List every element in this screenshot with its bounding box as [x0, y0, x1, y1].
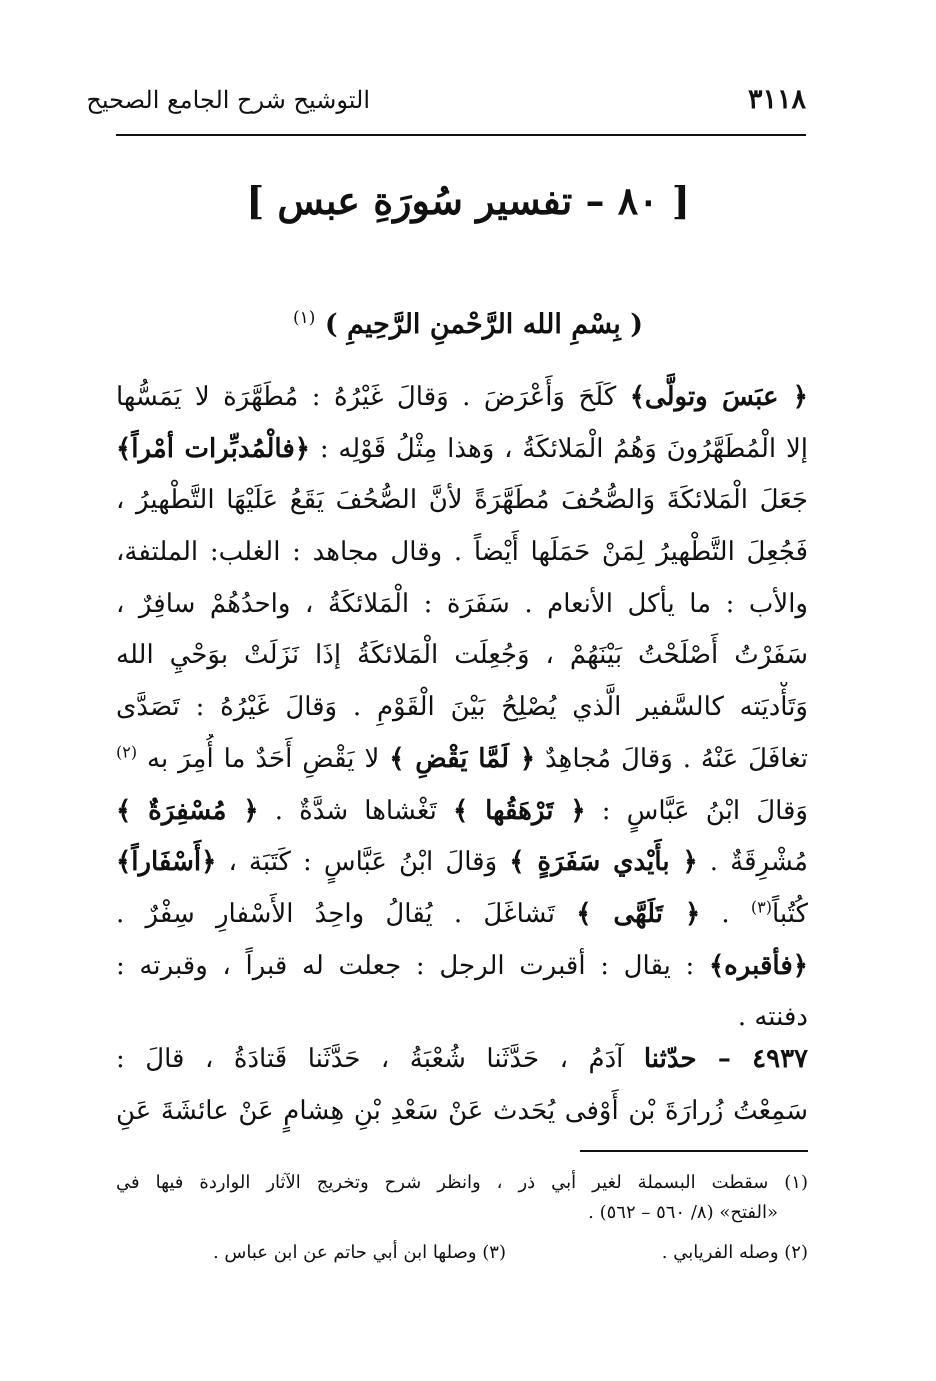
hadith-intro: – حدّثنا — [643, 1044, 753, 1074]
quran-quote: ﴿فأقبره﴾ — [708, 950, 808, 981]
text-line-12 — [116, 941, 808, 993]
text-segment: والأب : ما يأكل الأنعام . سَفَرَة : الْمَلائكَةُ ، واحدُهُمْ سافِرٌ ، — [116, 588, 808, 619]
hadith-line-2 — [116, 1086, 808, 1138]
text-segment: وَقالَ ابْنُ عَبَّاسٍ : — [585, 795, 808, 826]
text-line-4 — [116, 527, 808, 579]
footnote-row — [116, 1236, 808, 1270]
footnote-3: (٣) وصلها ابن أبي حاتم عن ابن عباس . — [212, 1242, 506, 1263]
text-segment: سَفَرْتُ أَصْلَحْتُ بَيْنَهُمْ ، وَجُعِلَت الْمَلائكَةُ إذَا نَزَلَتْ بوَحْيِ الله — [116, 640, 808, 671]
hadith-block — [116, 1034, 808, 1137]
footnote-ref-2: (٢) — [116, 742, 138, 762]
text-line-8 — [116, 734, 808, 786]
text-segment: كَلَحَ وَأَعْرَضَ . وَقالَ غَيْرُهُ : مُطَهَّرَة لا يَمَسُّها — [116, 382, 630, 412]
text-line-5 — [116, 579, 808, 631]
text-segment: وَتَأْديَته كالسَّفير الَّذي يُصْلِحُ بَيْنَ الْقَوْمِ . وَقالَ غَيْرُهُ : تَصَدَّى — [116, 692, 808, 723]
footnote-separator — [580, 1150, 808, 1152]
text-segment: فَجُعِلَ التَّطْهيرُ لِمَنْ حَمَلَها أَيْضاً . وقال مجاهد : الغلب: الملتفة، — [116, 537, 808, 568]
text-segment: تغافَلَ عَنْهُ . وَقالَ مُجاهِدٌ — [535, 743, 808, 774]
text-line-1 — [116, 372, 808, 424]
quran-quote: ﴿ عبَسَ وتولَّى﴾ — [629, 382, 808, 412]
text-segment: وَقالَ ابْنُ عَبَّاسٍ : كَتَبَة ، — [216, 847, 510, 878]
page-header — [86, 82, 806, 136]
quran-quote: ﴿أَسْفَاراً﴾ — [116, 847, 217, 878]
text-segment: دفنته . — [737, 1002, 808, 1033]
text-segment: لا يَقْضِ أَحَدٌ ما أُمِرَ به — [137, 743, 390, 774]
text-line-2 — [116, 424, 808, 476]
quran-quote: ﴿فالْمُدبِّرات أمْراً﴾ — [116, 433, 311, 464]
basmala — [0, 308, 936, 340]
text-line-6 — [116, 630, 808, 682]
page-number: ٣١١٨ — [747, 84, 806, 115]
quran-quote: ﴿ مُسْفِرَةٌ ﴾ — [116, 795, 259, 826]
text-segment: إلا الْمُطَهَّرُونَ وَهُمُ الْمَلائكَةُ ، وَهذا مِثْلُ قَوْلِه : — [310, 433, 808, 464]
text-segment: . — [700, 898, 751, 929]
footnotes — [116, 1168, 808, 1270]
text-line-7 — [116, 682, 808, 734]
text-segment: كُتُباً — [772, 898, 808, 929]
text-segment: : يقال : أقبرت الرجل : جعلت له قبراً ، وقبرته : — [116, 950, 709, 981]
footnote-ref-1: (١) — [292, 308, 316, 328]
text-line-10 — [116, 837, 808, 889]
footnote-2: (٢) وصله الفريابي . — [661, 1242, 808, 1263]
book-title: التوشيح شرح الجامع الصحيح — [86, 86, 370, 114]
text-segment: جَعَلَ الْمَلائكَةَ وَالصُّحُفَ مُطَهَّرَةً لأنَّ الصُّحُفَ يَقَعُ عَلَيْهَا التَّطْهيرُ ، — [116, 485, 808, 516]
hadith-chain-continued: سَمِعْتُ زُرارَةَ بْن أَوْفى يُحَدث عَنْ سَعْدِ بْنِ هِشامٍ عَنْ عائشَةَ عَنِ — [116, 1095, 808, 1126]
hadith-number: ٤٩٣٧ — [752, 1044, 808, 1074]
text-segment: مُشْرِقَةٌ . — [697, 847, 808, 878]
text-segment: تَشاغَلَ . يُقالُ واحِدُ الأَسْفارِ سِفْرٌ . — [116, 898, 577, 929]
quran-quote: ﴿ تَرْهَقُها ﴾ — [452, 795, 586, 826]
quran-quote: ﴿ بأَيْدي سَفَرَةٍ ﴾ — [509, 847, 698, 878]
chapter-heading: [ ٨٠ – تفسير سُورَةِ عبس ] — [246, 178, 690, 223]
text-line-11 — [116, 889, 808, 941]
quran-quote: ﴿ تَلَهَّى ﴾ — [576, 898, 701, 929]
basmala-text: ( بِسْمِ الله الرَّحْمنِ الرَّحِيمِ ) — [324, 309, 643, 340]
text-segment: تَغْشاها شدَّةٌ . — [258, 795, 453, 826]
footnote-1-line-1: (١) سقطت البسملة لغير أبي ذر ، وانظر شرح وتخريج الآثار الواردة فيها في — [116, 1172, 808, 1193]
footnote-ref-3: (٣) — [750, 897, 772, 917]
text-line-9 — [116, 786, 808, 838]
text-line-3 — [116, 475, 808, 527]
footnote-1-line-2: «الفتح» (٨/ ٥٦٠ – ٥٦٢) . — [588, 1202, 778, 1223]
quran-quote: ﴿ لَمَّا يَقْضِ ﴾ — [389, 743, 536, 774]
hadith-chain: آدَمُ ، حَدَّثَنا شُعْبَةُ ، حَدَّثَنا قَتادَةُ ، قالَ : — [116, 1044, 644, 1074]
hadith-line-1 — [116, 1034, 808, 1086]
tafsir-body — [116, 372, 808, 1044]
